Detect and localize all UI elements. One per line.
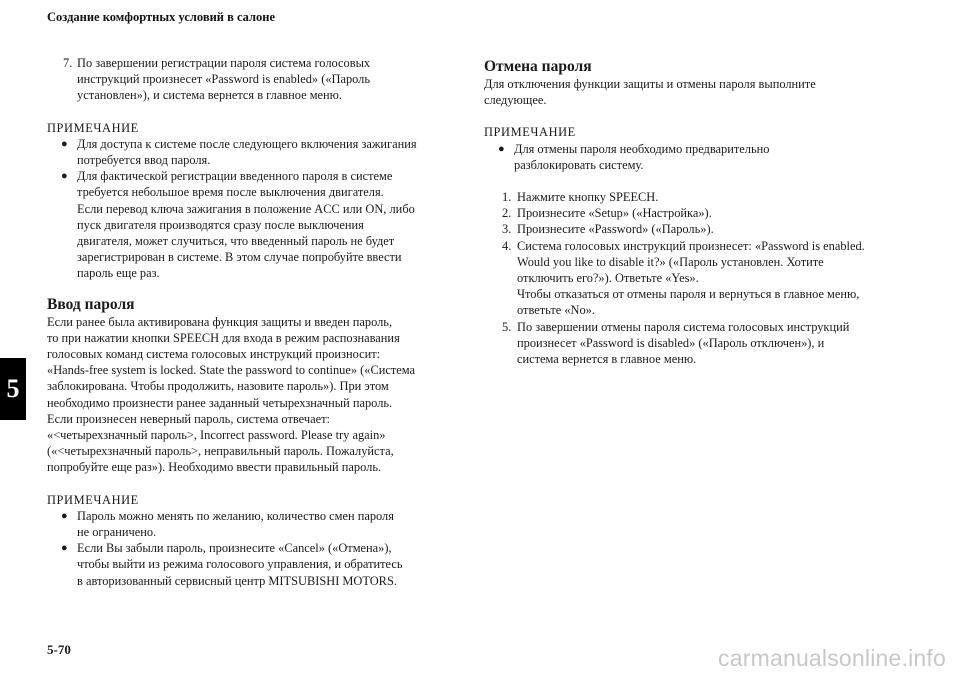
left-column [47,55,462,589]
bullet-icon: ● [61,137,68,150]
bullet-icon: ● [61,170,68,183]
running-header: Создание комфортных условий в салоне [47,10,276,24]
bullet-text: Для отмены пароля необходимо предварительно разблокировать систему. [514,141,770,172]
step-text: Нажмите кнопку SPEECH. [517,190,659,205]
step-number: 3. [502,222,512,237]
right-column [484,57,904,367]
step-3 [484,221,904,237]
chapter-number: 5 [6,374,20,403]
note-label: ПРИМЕЧАНИЕ [47,492,139,507]
chapter-tab [0,358,26,420]
step-7 [47,55,462,104]
note-bullet [47,168,462,281]
steps-list [484,189,904,367]
bullet-text: Если Вы забыли пароль, произнесите «Cancel» («Отмена»), чтобы выйти из режима голосового управления, и обратитесь в авторизованный сервисный центр MITSUBISHI MOTORS. [77,541,403,588]
step-number: 1. [502,190,512,205]
step-text: Система голосовых инструкций произнесет: «Password is enabled. Would you like to disable it?» («Пароль установлен. Хотите отключить его?»). Ответьте «Yes». Чтобы отказаться от отмены пароля и вернуться в главное меню, ответьте «No». [517,238,865,318]
note-bullet [47,540,462,589]
step-4 [484,238,904,319]
bullet-icon: ● [498,142,505,155]
section-title-password-cancel: Отмена пароля [484,58,592,75]
step-number: 4. [502,238,512,253]
step-2 [484,205,904,221]
step-5 [484,319,904,368]
bullet-text: Для фактической регистрации введенного пароля в системе требуется небольшое время после выключения двигателя. Если перевод ключа зажигания в положение ACC или ON, либо пуск двигателя производятся сразу после выключения двигателя, может случиться, что введенный пароль не будет зарегистрирован в системе. В этом случае попробуйте ввести пароль еще раз. [77,169,415,281]
bullet-icon: ● [61,509,68,522]
section-paragraph: Если ранее была активирована функция защиты и введен пароль, то при нажатии кнопки SPEECH для входа в режим распознавания голосовых команд система голосовых инструкций произносит: «Hands-free system is locked. State the password to continue» («Система заблокирована. Чтобы продолжить, назовите пароль»). При этом необходимо произнести ранее заданный четырехзначный пароль. Если произнесен неверный пароль, система отвечает: «<четырехзначный пароль>, Incorrect password. Please try again» («<четырехзначный пароль>, неправильный пароль. Пожалуйста, попробуйте еще раз»). Необходимо ввести правильный пароль. [47,314,416,475]
page-number: 5-70 [47,642,71,657]
note-label: ПРИМЕЧАНИЕ [47,120,139,135]
step-1 [484,189,904,205]
bullet-icon: ● [61,542,68,555]
note-bullet [484,141,904,173]
watermark: carmanualsonline.info [718,645,946,671]
section-paragraph: Для отключения функции защиты и отмены пароля выполните следующее. [484,77,816,108]
step-text: Произнесите «Setup» («Настройка»). [517,206,712,221]
step-number: 2. [502,206,512,221]
note-bullet [47,508,462,540]
bullet-text: Для доступа к системе после следующего включения зажигания потребуется ввод пароля. [77,136,417,168]
step-number: 5. [502,319,512,334]
step-text: По завершении отмены пароля система голосовых инструкций произнесет «Password is disabled» («Пароль отключен»), и система вернется в главное меню. [517,319,850,367]
step-text: По завершении регистрации пароля система голосовых инструкций произнесет «Password is enabled» («Пароль установлен»), и система вернется в главное меню. [77,56,371,103]
bullet-text: Пароль можно менять по желанию, количество смен пароля не ограничено. [77,508,394,540]
step-text: Произнесите «Password» («Пароль»). [517,222,714,237]
note-bullet [47,136,462,168]
section-title-password-entry: Ввод пароля [47,295,135,313]
note-label: ПРИМЕЧАНИЕ [484,125,576,140]
step-number: 7. [63,56,73,70]
